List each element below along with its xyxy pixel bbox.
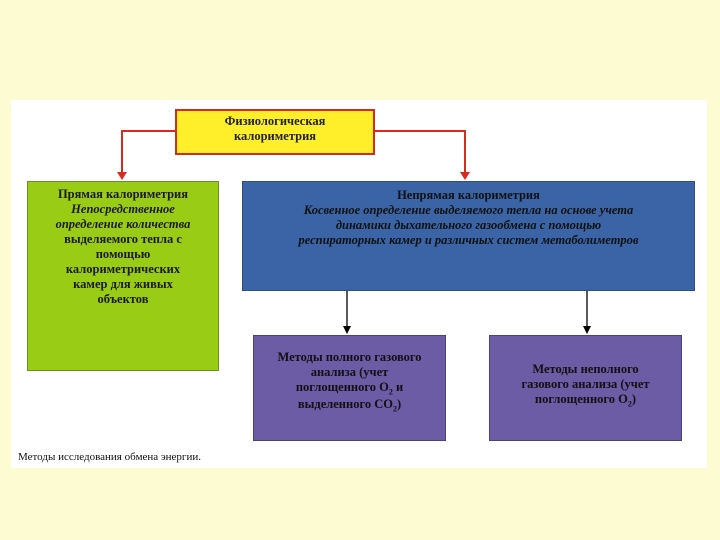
full-gas-line-3 <box>254 380 445 397</box>
partial-gas-line-3 <box>490 392 681 409</box>
indirect-calorimetry-title: Непрямая калориметрия <box>397 188 540 202</box>
full-gas-line-1: Методы полного газового <box>277 350 422 364</box>
arrowhead-indirect <box>460 172 470 180</box>
figure-caption: Методы исследования обмена энергии. <box>18 451 201 463</box>
partial-gas-analysis-box <box>489 335 682 441</box>
direct-calorimetry-title: Прямая калориметрия <box>57 187 189 201</box>
full-gas-line-3-suffix: и <box>392 380 404 394</box>
direct-desc-line-6: камер для живых <box>73 277 173 291</box>
direct-desc-line-2: определение количества <box>55 217 191 231</box>
connector-to-direct <box>122 131 175 178</box>
full-gas-line-2: анализа (учет <box>310 365 389 379</box>
arrowhead-direct <box>117 172 127 180</box>
physiological-calorimetry-box <box>175 109 375 155</box>
full-gas-analysis-box <box>253 335 446 441</box>
full-gas-line-3-text: поглощенного O <box>295 380 389 394</box>
partial-gas-line-1: Методы неполного <box>532 362 639 376</box>
partial-gas-o2-subscript: 2 <box>627 399 632 409</box>
connector-to-indirect <box>375 131 465 178</box>
top-box-line-1: Физиологическая <box>224 114 326 128</box>
partial-gas-line-3-text: поглощенного O <box>534 392 628 406</box>
direct-desc-line-4: помощью <box>95 247 151 261</box>
arrowhead-full-gas <box>343 326 351 334</box>
direct-desc-line-1: Непосредственное <box>71 202 175 216</box>
indirect-desc-line-3: респираторных камер и различных систем метаболиметров <box>298 233 639 247</box>
full-gas-o2-subscript: 2 <box>388 387 393 397</box>
direct-desc-line-7: объектов <box>97 292 149 306</box>
top-box-line-2: калориметрия <box>233 129 317 143</box>
indirect-desc-line-2: динамики дыхательного газообмена с помощью <box>335 218 602 232</box>
full-gas-co2-subscript: 2 <box>392 404 397 414</box>
direct-calorimetry-box <box>27 181 219 371</box>
full-gas-line-4-text: выделенного CO <box>297 397 393 412</box>
partial-gas-line-2: газового анализа (учет <box>521 377 650 391</box>
partial-gas-line-3-suffix: ) <box>631 392 637 406</box>
indirect-calorimetry-box <box>242 181 695 291</box>
full-gas-line-4-suffix: ) <box>396 397 402 412</box>
full-gas-line-4 <box>254 397 445 414</box>
arrowhead-partial-gas <box>583 326 591 334</box>
direct-desc-line-5: калориметрических <box>65 262 181 276</box>
indirect-desc-line-1: Косвенное определение выделяемого тепла на основе учета <box>303 203 634 217</box>
direct-desc-line-3: выделяемого тепла с <box>64 232 182 246</box>
